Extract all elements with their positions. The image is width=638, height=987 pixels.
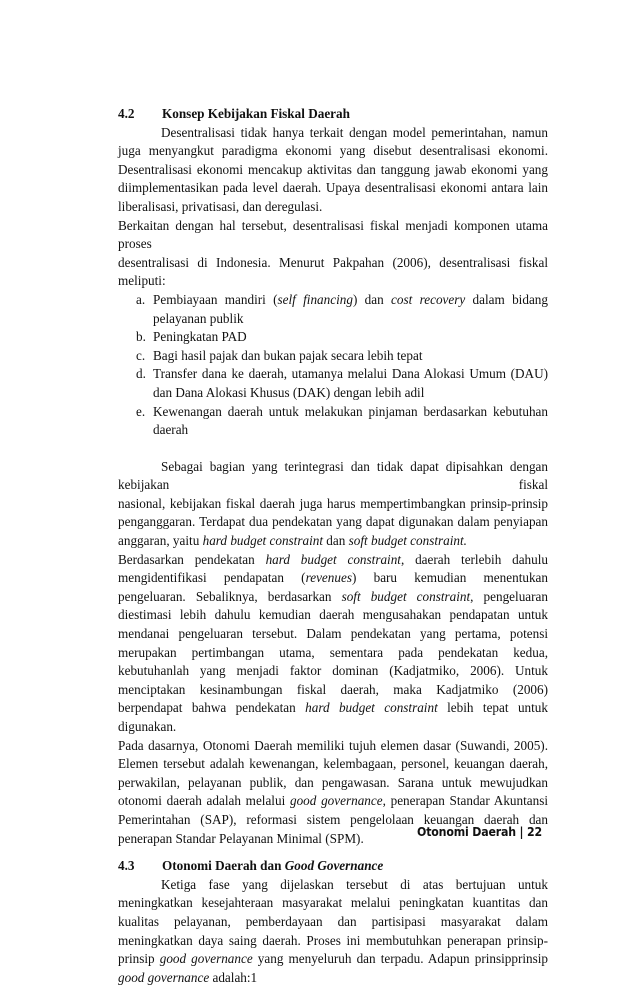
page-number: 22 xyxy=(527,824,542,839)
emphasis: good governance xyxy=(289,793,383,809)
emphasis: hard budget constraint xyxy=(305,700,438,716)
list-marker: d. xyxy=(136,366,146,382)
paragraph-text: , penerapan Standar Akuntansi Pemerintahan (SAP), reformasi sistem pengelolaan keuangan daerah dan penerapan Standar Pelayanan Minimal (SPM). xyxy=(118,793,549,846)
emphasis: good governance xyxy=(159,951,253,967)
list-text: Peningkatan PAD xyxy=(153,329,247,345)
paragraph-line: proses xyxy=(118,236,152,252)
list-marker: c. xyxy=(136,347,146,363)
emphasis: soft budget constraint. xyxy=(348,533,467,549)
paragraph-spacer xyxy=(118,440,548,458)
list-text: ) dan xyxy=(352,291,392,307)
list-text: Kewenangan daerah untuk melakukan pinjaman berdasarkan kebutuhan daerah xyxy=(153,403,548,438)
footer-title: Otonomi Daerah xyxy=(417,824,516,839)
page-body xyxy=(118,105,548,987)
section-title: Konsep Kebijakan Fiskal Daerah xyxy=(162,106,350,121)
list-text: dalam bidang pelayanan publik xyxy=(153,291,548,326)
section-heading-4-3 xyxy=(118,857,548,876)
list-emphasis: cost recovery xyxy=(391,291,466,307)
list-emphasis: self financing xyxy=(277,291,353,307)
list-text: Bagi hasil pajak dan bukan pajak secara lebih tepat xyxy=(153,347,423,363)
list-item xyxy=(118,347,548,366)
paragraph-text: Berdasarkan pendekatan xyxy=(118,551,266,567)
paragraph-line: Sebagai bagian yang terintegrasi dan tidak dapat dipisahkan dengan kebijakan fiskal xyxy=(118,458,548,493)
section-number: 4.3 xyxy=(118,858,135,874)
emphasis: soft budget constraint xyxy=(341,588,471,604)
paragraph xyxy=(118,495,548,551)
paragraph-text: yang menyeluruh dan terpadu. Adapun prinsipprinsip xyxy=(252,951,548,967)
page-footer xyxy=(417,823,542,842)
paragraph: Desentralisasi tidak hanya terkait dengan model pemerintahan, namun juga menyangkut paradigma ekonomi yang disebut desentralisasi ekonomi. Desentralisasi ekonomi mencakup aktivitas dan tanggung jawab ekonomi yang diimplementasikan pada level daerah. Upaya desentralisasi ekonomi antara lain liberalisasi, privatisasi, dan deregulasi. xyxy=(118,124,548,214)
list-marker: b. xyxy=(136,329,146,345)
list-item xyxy=(118,328,548,347)
paragraph-text: ) baru kemudian menentukan pengeluaran. Sebaliknya, berdasarkan xyxy=(118,570,548,604)
list-marker: a. xyxy=(136,291,146,307)
section-title: Otonomi Daerah dan xyxy=(162,858,285,874)
section-spacer xyxy=(118,848,548,857)
list-text: Pembiayaan mandiri ( xyxy=(153,291,278,307)
paragraph-line: Berkaitan dengan hal tersebut, desentralisasi fiskal menjadi komponen utama xyxy=(118,217,548,233)
paragraph-text: , daerah terlebih dahulu mengidentifikasi pendapatan ( xyxy=(118,551,549,586)
paragraph xyxy=(118,551,548,737)
list-item xyxy=(118,403,548,440)
list-item xyxy=(118,291,548,328)
paragraph-text: adalah:1 xyxy=(209,969,258,985)
emphasis: good governance xyxy=(118,969,210,985)
footer-separator: | xyxy=(519,824,524,839)
paragraph-text: Ketiga fase yang dijelaskan tersebut di atas bertujuan untuk meningkatkan kesejahteraan masyarakat melalui peningkatan kuantitas dan kualitas pelayanan, pemberdayaan dan partisipasi masyarakat dalam meningkatkan daya saing daerah. Proses ini membutuhkan penerapan prinsip-prinsip xyxy=(118,876,548,967)
list-item xyxy=(118,365,548,402)
list-marker: e. xyxy=(136,403,146,419)
paragraph-text: dan xyxy=(323,533,349,549)
section-heading-4-2 xyxy=(118,105,548,124)
paragraph xyxy=(118,876,548,987)
emphasis: revenues xyxy=(305,570,352,586)
list-text: Transfer dana ke daerah, utamanya melalui Dana Alokasi Umum (DAU) dan Dana Alokasi Khusus (DAK) dengan lebih adil xyxy=(153,366,548,400)
emphasis: hard budget constraint xyxy=(265,551,401,567)
paragraph-text: nasional, kebijakan fiskal daerah juga harus mempertimbangkan prinsip-prinsip penganggaran. Terdapat dua pendekatan yang dapat digunakan dalam penyiapan anggaran, yaitu xyxy=(118,495,548,549)
paragraph-text: Pada dasarnya, Otonomi Daerah memiliki tujuh elemen dasar (Suwandi, 2005). Elemen tersebut adalah kewenangan, kelembagaan, personel, keuangan daerah, perwakilan, pelayanan publik, dan pengawasan. Sarana untuk mewujudkan otonomi daerah adalah melalui xyxy=(118,737,548,809)
paragraph: desentralisasi di Indonesia. Menurut Pakpahan (2006), desentralisasi fiskal meliputi: xyxy=(118,254,548,289)
section-title-emphasis: Good Governance xyxy=(284,858,384,874)
section-number: 4.2 xyxy=(118,106,135,121)
emphasis: hard budget constraint xyxy=(202,533,323,549)
paragraph-text: , pengeluaran diestimasi lebih dahulu kemudian daerah mengusahakan pendapatan untuk mendanai pengeluaran tersebut. Dalam pendekatan yang pertama, potensi merupakan pertimbangan utama, sementara pada pendekatan kedua, kebutuhanlah yang menjadi faktor dominan (Kadjatmiko, 2006). Untuk menciptakan kesinambungan fiskal daerah, maka Kadjatmiko (2006) berpendapat bahwa pendekatan xyxy=(118,588,548,716)
paragraph-text: lebih tepat untuk digunakan. xyxy=(118,700,548,734)
fiscal-decentralization-list xyxy=(118,291,548,440)
